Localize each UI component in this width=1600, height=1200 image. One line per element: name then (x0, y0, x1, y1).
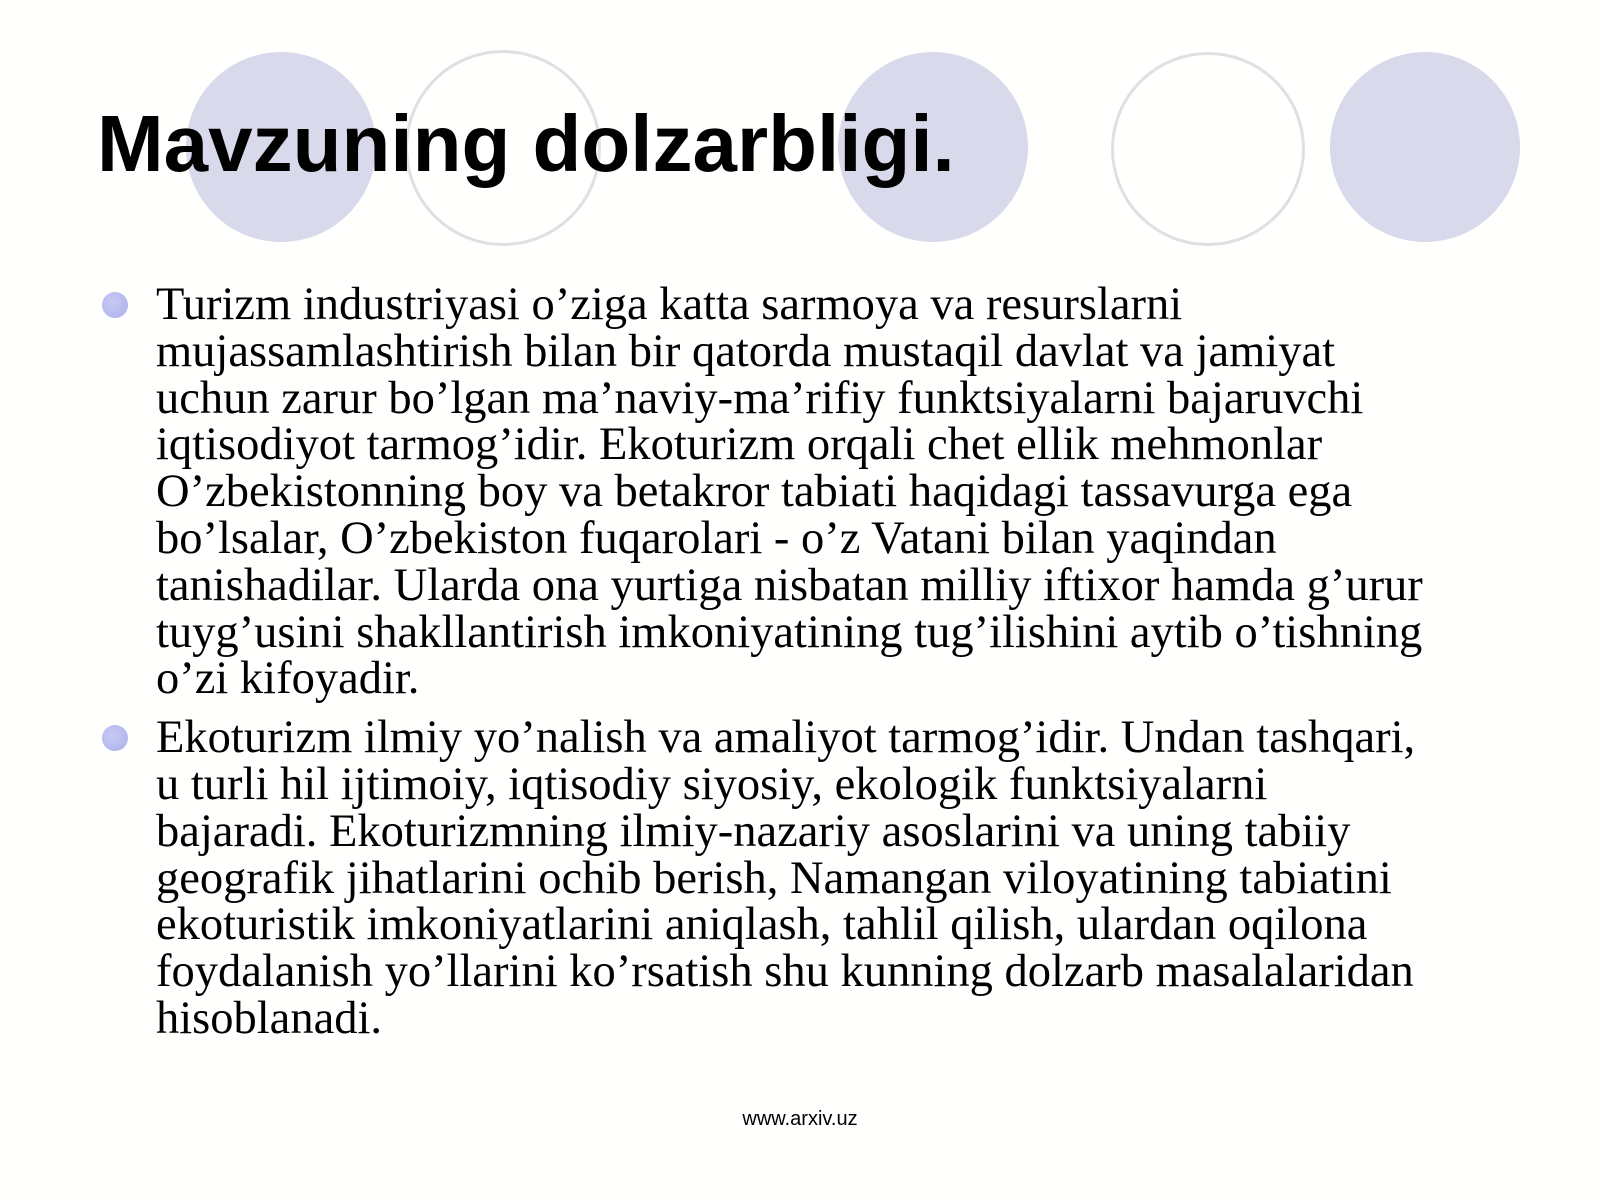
bullet-text (156, 712, 1500, 1044)
footer-url: www.arxiv.uz (742, 1108, 858, 1130)
text-line: o’zi kifoyadir. (156, 653, 420, 705)
bullet-item (100, 279, 1500, 705)
text-line: ekoturistik imkoniyatlarini aniqlash, tahlil qilish, ulardan oqilona (156, 899, 1368, 951)
text-line: Ekoturizm ilmiy yo’nalish va amaliyot tarmog’idir. Undan tashqari, (156, 712, 1416, 764)
text-line: tanishadilar. Ularda ona yurtiga nisbatan milliy iftixor hamda g’urur (156, 559, 1423, 611)
text-line: bajaradi. Ekoturizmning ilmiy-nazariy asoslarini va uning tabiiy (156, 805, 1351, 857)
text-line: hisoblanadi. (156, 992, 383, 1044)
bullet-dot-icon (102, 292, 128, 318)
slide-title: Mavzuning dolzarbligi. (97, 99, 955, 188)
text-line: geografik jihatlarini ochib berish, Namangan viloyatining tabiatini (156, 852, 1392, 904)
text-line: u turli hil ijtimoiy, iqtisodiy siyosiy, ekologik funktsiyalarni (156, 758, 1268, 810)
text-line: uchun zarur bo’lgan ma’naviy-ma’rifiy funktsiyalarni bajaruvchi (156, 372, 1364, 424)
text-line: bo’lsalar, O’zbekiston fuqarolari - o’z Vatani bilan yaqindan (156, 512, 1277, 564)
decorative-circle (1330, 52, 1520, 242)
text-line: Turizm industriyasi o’ziga katta sarmoya va resurslarni (156, 279, 1183, 330)
bullet-text (156, 279, 1500, 705)
bullet-dot-icon (102, 725, 128, 751)
text-line: mujassamlashtirish bilan bir qatorda mustaqil davlat va jamiyat (156, 325, 1336, 377)
text-line: foydalanish yo’llarini ko’rsatish shu kunning dolzarb masalalaridan (156, 946, 1414, 998)
text-line: tuyg’usini shakllantirish imkoniyatining tug’ilishini aytib o’tishning (156, 606, 1423, 658)
bullet-list (100, 279, 1500, 1055)
decorative-ring (1111, 52, 1305, 246)
bullet-item (100, 712, 1500, 1044)
text-line: O’zbekistonning boy va betakror tabiati haqidagi tassavurga ega (156, 466, 1353, 518)
text-line: iqtisodiyot tarmog’idir. Ekoturizm orqali chet ellik mehmonlar (156, 419, 1323, 471)
